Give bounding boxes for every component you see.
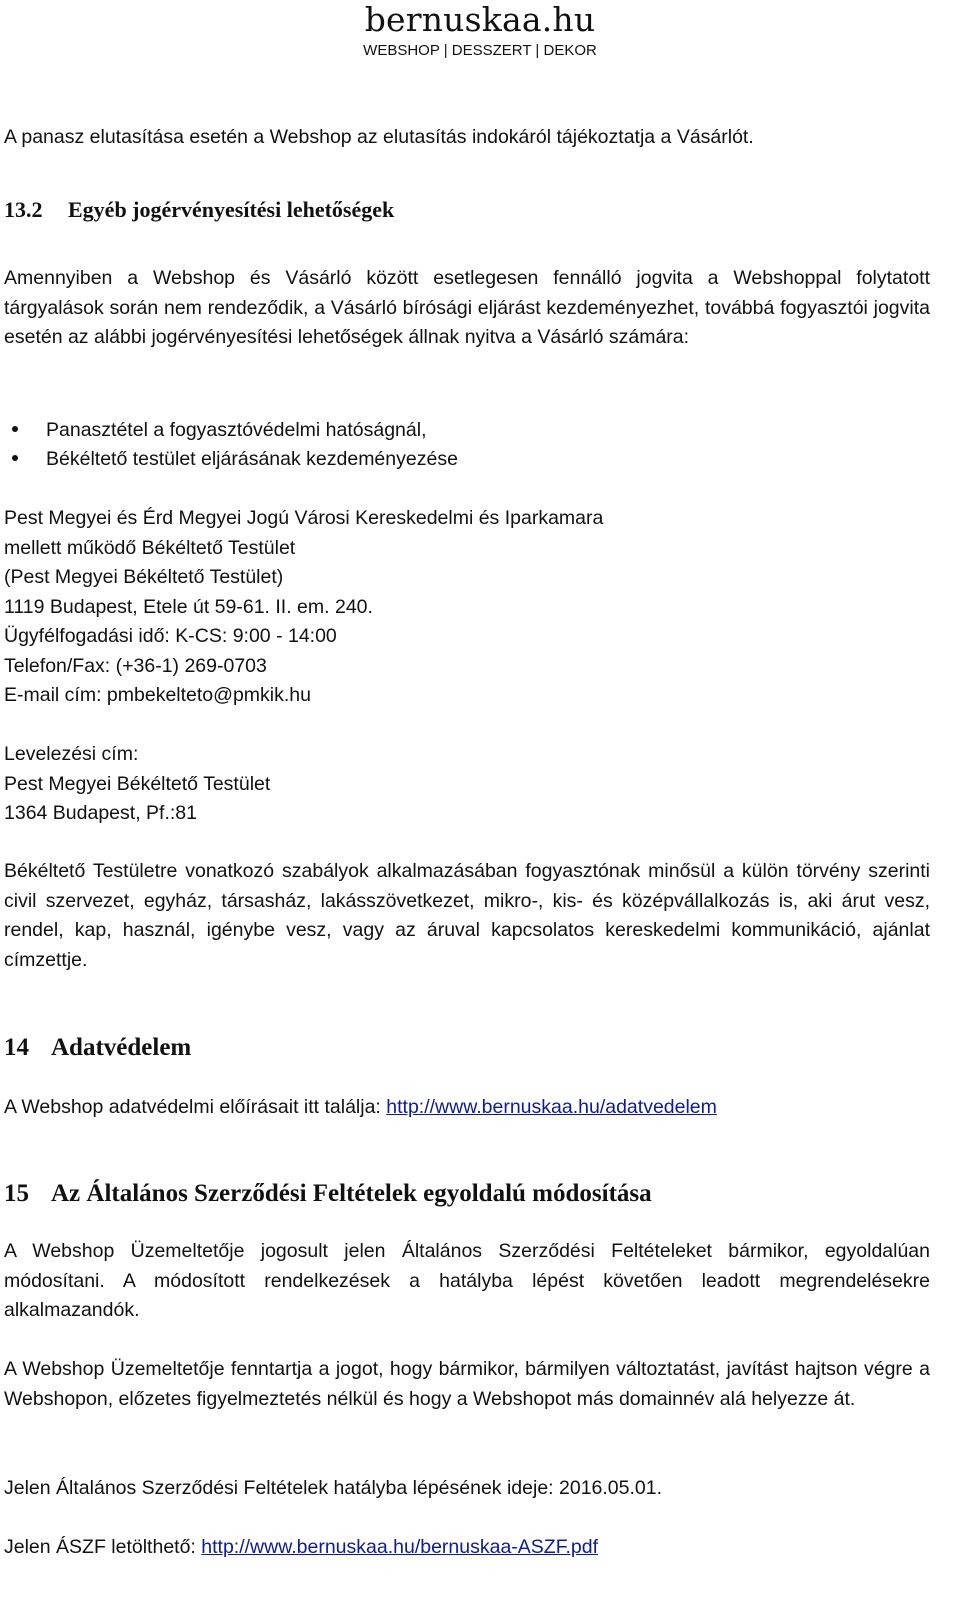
bullet-icon — [12, 455, 18, 461]
privacy-label: A Webshop adatvédelmi előírásait itt találja: — [4, 1096, 387, 1118]
list-item — [12, 415, 427, 445]
download-link[interactable]: http://www.bernuskaa.hu/bernuskaa-ASZF.pdf — [201, 1536, 598, 1558]
section-title: Az Általános Szerződési Feltételek egyoldalú módosítása — [51, 1180, 652, 1207]
address-line: Pest Megyei és Érd Megyei Jogú Városi Kereskedelmi és Iparkamara — [4, 507, 604, 529]
section-13-2-heading — [4, 195, 394, 225]
mailing-address-block — [4, 739, 930, 828]
download-label: Jelen ÁSZF letölthető: — [4, 1536, 202, 1558]
section-15-paragraph-1: A Webshop Üzemeltetője jogosult jelen Általános Szerződési Feltételeket bármikor, egyoldalúan módosítani. A módosított rendelkezések a hatályba lépést követően leadott megrendelésekre alkalmazandók. — [4, 1240, 930, 1321]
section-15-paragraph-2: A Webshop Üzemeltetője fenntartja a jogot, hogy bármikor, bármilyen változtatást, javítást hajtson végre a Webshopon, előzetes figyelmeztetés nélkül és hogy a Webshopot más domainnév alá helyezze át. — [4, 1358, 930, 1410]
effective-date: Jelen Általános Szerződési Feltételek hatályba lépésének ideje: 2016.05.01. — [4, 1477, 663, 1499]
section-number: 14 — [4, 1034, 29, 1061]
address-line: E-mail cím: pmbekelteto@pmkik.hu — [4, 684, 311, 706]
mail-line: Levelezési cím: — [4, 743, 139, 765]
section-15-heading — [4, 1179, 652, 1209]
section-number: 15 — [4, 1180, 29, 1207]
address-block — [4, 503, 930, 710]
address-line: Telefon/Fax: (+36-1) 269-0703 — [4, 654, 267, 677]
address-line: 1119 Budapest, Etele út 59-61. II. em. 240. — [4, 595, 373, 618]
privacy-link[interactable]: http://www.bernuskaa.hu/adatvedelem — [386, 1096, 717, 1118]
download-line — [4, 1532, 930, 1562]
section-title: Egyéb jogérvényesítési lehetőségek — [68, 197, 395, 222]
section-title: Adatvédelem — [51, 1034, 192, 1061]
bullet-icon — [12, 426, 18, 432]
section-14-text — [4, 1092, 930, 1122]
address-line: (Pest Megyei Békéltető Testület) — [4, 566, 284, 588]
site-title: bernuskaa.hu — [364, 0, 596, 39]
list-item-text: Panasztétel a fogyasztóvédelmi hatóságnál, — [46, 419, 427, 441]
address-line: Ügyfélfogadási idő: K-CS: 9:00 - 14:00 — [4, 625, 337, 647]
site-subtitle: WEBSHOP | DESSZERT | DEKOR — [363, 42, 597, 59]
mail-line: 1364 Budapest, Pf.:81 — [4, 802, 197, 824]
complaint-paragraph: A panasz elutasítása esetén a Webshop az elutasítás indokáról tájékoztatja a Vásárlót. — [4, 126, 754, 148]
page-header — [0, 0, 960, 60]
section-13-2-closing: Békéltető Testületre vonatkozó szabályok alkalmazásában fogyasztónak minősül a külön törvény szerinti civil szervezet, egyház, társasház, lakásszövetkezet, mikro-, kis- és középvállalkozás is, aki árut vesz, rendel, kap, használ, igénybe vesz, vagy az áruval kapcsolatos kereskedelmi kommunikáció, ajánlat címzettje. — [4, 860, 930, 971]
address-line: mellett működő Békéltető Testület — [4, 536, 296, 559]
section-number: 13.2 — [4, 197, 43, 222]
mail-line: Pest Megyei Békéltető Testület — [4, 772, 271, 795]
section-13-2-intro: Amennyiben a Webshop és Vásárló között esetlegesen fennálló jogvita a Webshoppal folytatott tárgyalások során nem rendeződik, a Vásárló bírósági eljárást kezdeményezhet, továbbá fogyasztói jogvita esetén az alábbi jogérvényesítési lehetőségek állnak nyitva a Vásárló számára: — [4, 267, 930, 348]
list-item — [12, 444, 458, 474]
list-item-text: Békéltető testület eljárásának kezdeményezése — [46, 448, 458, 470]
section-14-heading — [4, 1033, 191, 1063]
